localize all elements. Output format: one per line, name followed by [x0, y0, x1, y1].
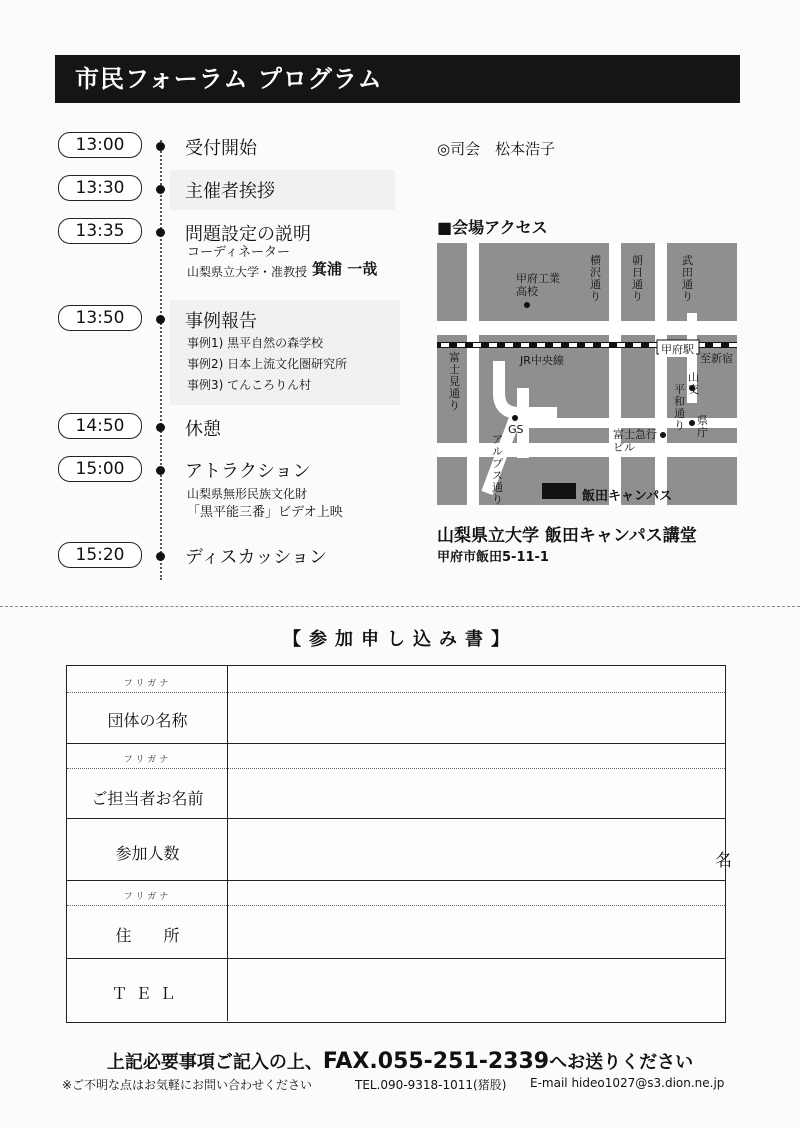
map-label-fujimi: 富士見通り	[449, 351, 460, 412]
school-marker	[524, 302, 530, 308]
map-label-fujikyu: 富士急行 ビル	[613, 428, 657, 454]
form-label-cell	[67, 819, 228, 880]
footer-instruction-prefix: 上記必要事項ご記入の上、	[106, 1052, 323, 1073]
application-form	[66, 665, 726, 1023]
campus-marker	[542, 483, 576, 499]
furigana-divider	[228, 768, 725, 769]
count-unit-label: 名	[715, 851, 732, 871]
cut-line	[0, 606, 800, 607]
map-label-takeda: 武田通り	[682, 254, 693, 303]
form-label-group: 団体の名称	[107, 711, 188, 730]
time-badge: 13:35	[58, 218, 142, 244]
case-item: 事例3) てんころりん村	[187, 378, 312, 392]
tel-field[interactable]	[228, 959, 725, 1021]
map-label-yamanashi-kotsu: 山交	[688, 371, 699, 396]
map-label-gs: GS	[508, 423, 524, 436]
form-label-cell	[67, 744, 228, 818]
timeline-dot	[156, 315, 165, 324]
form-row-address	[67, 881, 725, 959]
map-label-school: 甲府工業 高校	[516, 272, 560, 298]
footer-instruction	[0, 1048, 800, 1074]
coordinator-affiliation: 山梨県立大学・准教授	[187, 265, 308, 279]
case-item: 事例2) 日本上流文化圏研究所	[187, 357, 348, 371]
venue-name: 山梨県立大学 飯田キャンパス講堂	[437, 526, 697, 546]
form-label-tel: ＴＥＬ	[111, 984, 184, 1003]
time-badge: 13:50	[58, 305, 142, 331]
access-heading: ■会場アクセス	[437, 218, 548, 237]
map-road	[437, 443, 737, 457]
participant-count-field[interactable]	[228, 819, 725, 880]
timeline-dot	[156, 142, 165, 151]
furigana-divider	[67, 905, 227, 906]
form-heading: 【参加申し込み書】	[283, 629, 517, 650]
timeline-dot	[156, 185, 165, 194]
map-label-campus: 飯田キャンパス	[582, 489, 673, 504]
furigana-label: フリガナ	[123, 755, 172, 765]
footer-instruction-suffix: へお送りください	[549, 1052, 694, 1073]
time-badge: 13:00	[58, 132, 142, 158]
map-label-asahi: 朝日通り	[632, 254, 643, 303]
time-badge: 15:00	[58, 456, 142, 482]
fujikyu-marker	[660, 432, 666, 438]
form-label-cell	[67, 959, 228, 1021]
map-label-prefecture: 県庁	[697, 414, 708, 439]
furigana-label: フリガナ	[123, 892, 172, 902]
form-row-count	[67, 819, 725, 881]
map-label-jr: JR中央線	[520, 354, 564, 367]
footer-note: ※ご不明な点はお気軽にお問い合わせください	[62, 1078, 313, 1092]
time-badge: 14:50	[58, 413, 142, 439]
schedule-title: 事例報告	[185, 311, 257, 332]
map-label-station: 甲府駅	[661, 343, 694, 356]
coordinator-name: 箕浦 一哉	[312, 260, 378, 278]
map-label-alps: アルプス通り	[492, 433, 503, 506]
time-badge: 15:20	[58, 542, 142, 568]
group-name-field[interactable]	[228, 666, 725, 743]
mc-label: ◎司会 松本浩子	[437, 140, 556, 158]
furigana-label: フリガナ	[123, 679, 172, 689]
schedule-title: ディスカッション	[185, 547, 328, 568]
map-label-shinjuku: 至新宿	[700, 352, 733, 365]
attraction-subtitle: 山梨県無形民族文化財	[187, 487, 308, 501]
form-label-count: 参加人数	[115, 844, 180, 863]
form-label-cell	[67, 881, 228, 958]
address-field[interactable]	[228, 881, 725, 958]
map-road	[467, 243, 479, 505]
schedule-title: 主催者挨拶	[185, 181, 275, 202]
furigana-divider	[228, 692, 725, 693]
timeline-dot	[156, 228, 165, 237]
timeline-dot	[156, 466, 165, 475]
map-label-heiwa: 平和通り	[674, 383, 685, 432]
case-item: 事例1) 黒平自然の森学校	[187, 336, 324, 350]
furigana-divider	[67, 692, 227, 693]
time-badge: 13:30	[58, 175, 142, 201]
schedule-title: 問題設定の説明	[185, 224, 311, 245]
contact-name-field[interactable]	[228, 744, 725, 818]
furigana-divider	[67, 768, 227, 769]
venue-address: 甲府市飯田5-11-1	[437, 550, 549, 565]
form-row-contact	[67, 744, 725, 819]
map-label-yokosawa: 横沢通り	[590, 254, 601, 303]
timeline-dot	[156, 423, 165, 432]
form-label-cell	[67, 666, 228, 743]
schedule-title: 休憩	[185, 419, 221, 440]
schedule-title: 受付開始	[185, 138, 257, 159]
form-label-contact: ご担当者お名前	[91, 789, 204, 808]
prefecture-marker	[689, 420, 695, 426]
furigana-divider	[228, 905, 725, 906]
attraction-detail: 「黒平能三番」ビデオ上映	[187, 505, 343, 520]
page-title: 市民フォーラム プログラム	[55, 55, 740, 103]
schedule-title: アトラクション	[185, 461, 311, 482]
form-row-group	[67, 666, 725, 744]
fax-number: FAX.055-251-2339	[322, 1049, 550, 1074]
map-road	[609, 243, 621, 505]
map-road	[655, 243, 667, 505]
contact-email: E-mail hideo1027@s3.dion.ne.jp	[530, 1076, 725, 1090]
coordinator-label: コーディネーター	[187, 245, 290, 260]
gs-marker	[512, 415, 518, 421]
form-label-address: 住 所	[115, 926, 180, 945]
timeline-line	[160, 140, 162, 580]
contact-tel: TEL.090-9318-1011(猪股)	[355, 1078, 507, 1092]
timeline-dot	[156, 552, 165, 561]
form-row-tel	[67, 959, 725, 1021]
map-road	[437, 321, 737, 335]
